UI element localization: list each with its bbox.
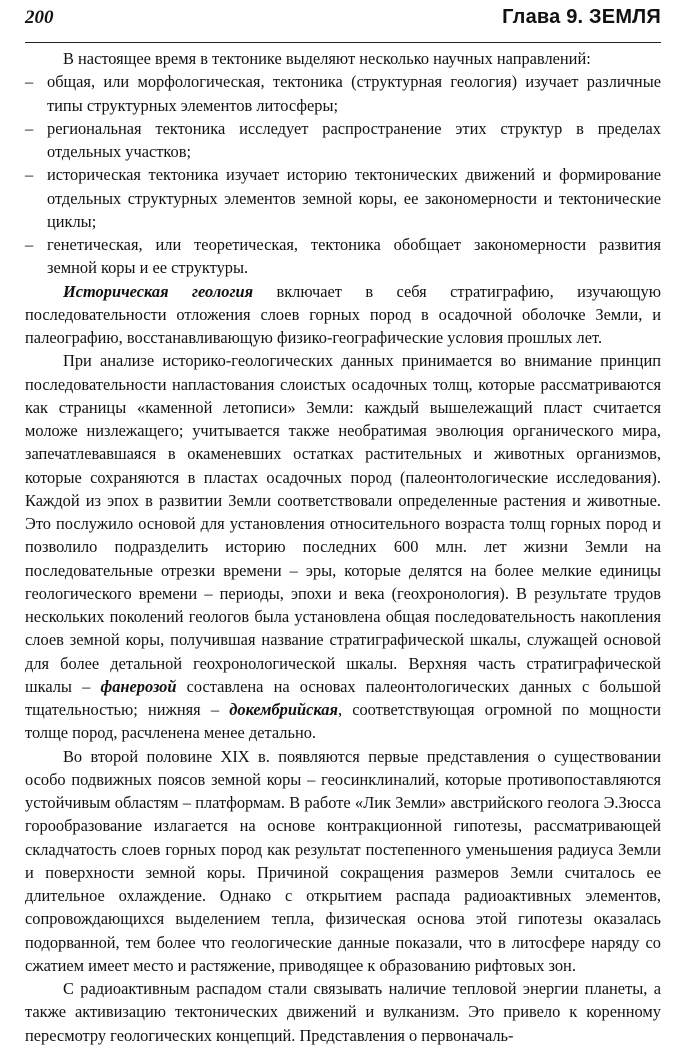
radioactivity-paragraph: С радиоактивным распадом стали связывать наличие тепловой энергии планеты, а также активизацию тектонических движений и вулканизм. Это привело к коренному пересмотру геологических концепций. Представления о первоначаль-: [25, 979, 661, 1045]
directions-list: [25, 70, 661, 279]
page-body: [25, 47, 661, 1047]
running-header: [25, 6, 661, 43]
intro-paragraph: В настоящее время в тектонике выделяют несколько научных направлений:: [63, 49, 591, 68]
page-number: 200: [25, 7, 54, 28]
xix-century-paragraph: Во второй половине XIX в. появляются первые представления о существовании особо подвижных поясов земной коры – геосинклиналий, которые противопоставляются устойчивым областям – платформам. В работе «Лик Земли» австрийского геолога Э.Зюсса горообразование излагается на основе контракционной гипотезы, рассматривающей складчатость слоев горных пород как результат постепенного уменьшения радиуса Земли и поверхности земной коры. Причиной сокращения размеров Земли считалось ее длительное охлаждение. Однако с открытием распада радиоактивных элементов, сопровождающихся выделением тепла, физическая основа этой гипотезы оказалась подорванной, тем более что геологические данные показали, что в литосфере наряду со сжатием имеет место и растяжение, приводящее к образованию рифтовых зон.: [25, 746, 661, 975]
term-phanerozoic: фанерозой: [100, 676, 177, 696]
book-page: [0, 6, 683, 1045]
chapter-title: Глава 9. ЗЕМЛЯ: [502, 6, 661, 28]
list-item: – общая, или морфологическая, тектоника (структурная геология) изучает различные типы структурных элементов литосферы;: [25, 70, 661, 117]
paragraph-text: При анализе историко-геологических данных принимается во внимание принцип последовательности напластования слоистых осадочных толщ, которые рассматриваются как страницы «каменной летописи» Земли: каждый вышележащий пласт считается моложе низлежащего; учитывается также необратимая эволюция органического мира, запечатлевавшаяся в окаменевших остатках растительных и животных организмов, которые сохраняются в пластах осадочных пород (палеонтологические исследования). Каждой из эпох в развитии Земли соответствовали определенные растения и животные. Это послужило основой для установления относительного возраста толщ горных пород и позволило подразделить историю последних 600 млн. лет жизни Земли на последовательные отрезки времени – эры, которые делятся на более мелкие единицы геологического времени – периоды, эпохи и века (геохронология). В результате трудов нескольких поколений геологов была установлена общая последовательность накопления слоев земной коры, получившая название стратиграфической шкалы, служащей основой для более детальной геохронологической шкалы. Верхняя часть стратиграфической шкалы –: [25, 351, 661, 696]
historical-geology-paragraph: [25, 280, 661, 350]
list-item: – историческая тектоника изучает историю тектонических движений и формирование отдельных структурных элементов земной коры, ее закономерности и тектонические циклы;: [25, 163, 661, 233]
term-historical-geology: Историческая геология: [63, 281, 254, 301]
paragraph-text: , соответствующая огромной по мощности толще пород, расчленена менее детально.: [25, 700, 661, 743]
term-precambrian: докембрийская: [229, 700, 338, 719]
analysis-paragraph: [25, 349, 661, 744]
paragraph-text: составлена на основах палеонтологических данных с большой тщательностью; нижняя –: [25, 676, 661, 719]
paragraph-text: включает в себя стратиграфию, изучающую последовательности отложения слоев горных пород в осадочной оболочке Земли, и палеографию, восстанавливающую физико-географические условия прошлых лет.: [25, 281, 661, 347]
list-item: – региональная тектоника исследует распространение этих структур в пределах отдельных участков;: [25, 117, 661, 164]
list-item: – генетическая, или теоретическая, тектоника обобщает закономерности развития земной коры и ее структуры.: [25, 233, 661, 280]
